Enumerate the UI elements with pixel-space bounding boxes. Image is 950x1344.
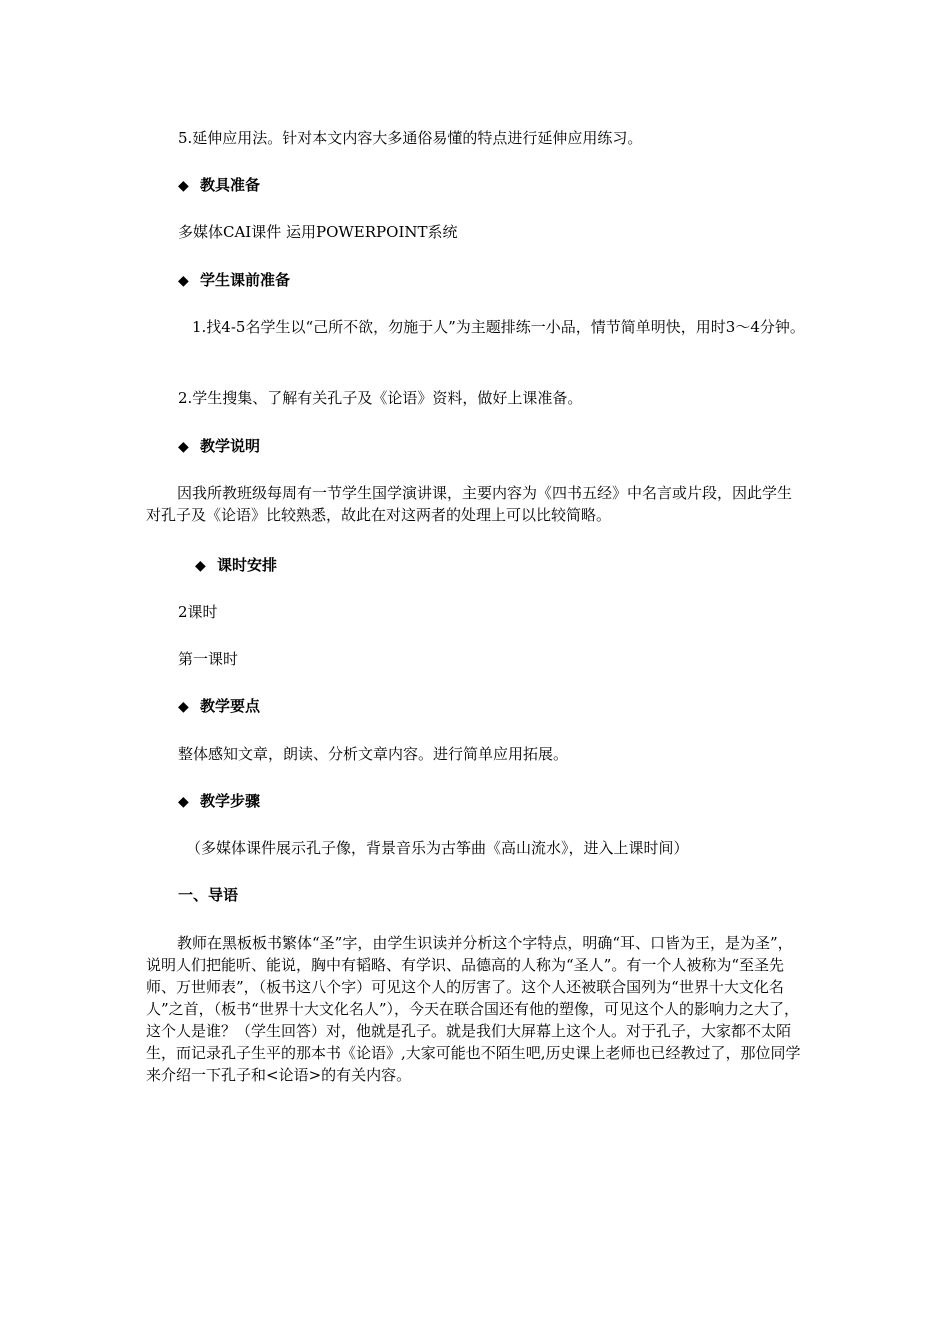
paragraph-skit-preparation: 1.找4-5名学生以“己所不欲，勿施于人”为主题排练一小品，情节简单明快，用时3～4分钟。 [192,318,805,336]
heading-teaching-aids [178,174,260,197]
paragraph-teaching-notes: 因我所教班级每周有一节学生国学演讲课，主要内容为《四书五经》中名言或片段，因此学生对孔子及《论语》比较熟悉，故此在对这两者的处理上可以比较简略。 [146,484,793,524]
heading-introduction [178,884,238,906]
heading-class-schedule [195,554,277,577]
heading-text: 教学要点 [200,697,261,715]
diamond-bullet-icon: ◆ [195,558,206,574]
paragraph-multimedia-intro: （多媒体课件展示孔子像，背景音乐为古筝曲《高山流水》，进入上课时间） [186,839,689,857]
heading-text: 学生课前准备 [200,271,291,289]
heading-teaching-steps [178,790,260,813]
heading-student-preparation [178,269,290,292]
paragraph-extension-method: 5.延伸应用法。针对本文内容大多通俗易懂的特点进行延伸应用练习。 [178,129,643,147]
paragraph-introduction-body: 教师在黑板板书繁体“圣”字，由学生识读并分析这个字特点，明确“耳、口皆为王，是为圣”，说明人们把能听、能说，胸中有韬略、有学识、品德高的人称为“圣人”。有一个人被称为“至圣先师、万世师表”，（板书这八个字）可见这个人的厉害了。这个人还被联合国列为“世界十大文化名人”之首，（板书“世界十大文化名人”），今天在联合国还有他的塑像，可见这个人的影响力之大了，这个人是谁？（学生回答）对，他就是孔子。就是我们大屏幕上这个人。对于孔子，大家都不太陌生，而记录孔子生平的那本书《论语》,大家可能也不陌生吧,历史课上老师也已经教过了，那位同学来介绍一下孔子和<论语>的有关内容。 [146,934,801,1084]
paragraph-teaching-points: 整体感知文章，朗读、分析文章内容。进行简单应用拓展。 [178,745,569,763]
heading-text: 教学步骤 [200,792,261,810]
heading-teaching-points [178,695,260,718]
diamond-bullet-icon: ◆ [178,273,189,289]
diamond-bullet-icon: ◆ [178,178,189,194]
heading-text: 一、导语 [178,886,239,904]
heading-text: 教学说明 [200,437,261,455]
paragraph-material-collection: 2.学生搜集、了解有关孔子及《论语》资料，做好上课准备。 [178,389,583,407]
diamond-bullet-icon: ◆ [178,699,189,715]
paragraph-class-count: 2课时 [178,603,218,621]
paragraph-first-class: 第一课时 [178,650,239,668]
heading-text: 教具准备 [200,176,261,194]
heading-teaching-notes [178,435,260,458]
diamond-bullet-icon: ◆ [178,439,189,455]
heading-text: 课时安排 [217,556,278,574]
diamond-bullet-icon: ◆ [178,794,189,810]
paragraph-teaching-aids: 多媒体CAI课件 运用POWERPOINT系统 [178,223,458,241]
